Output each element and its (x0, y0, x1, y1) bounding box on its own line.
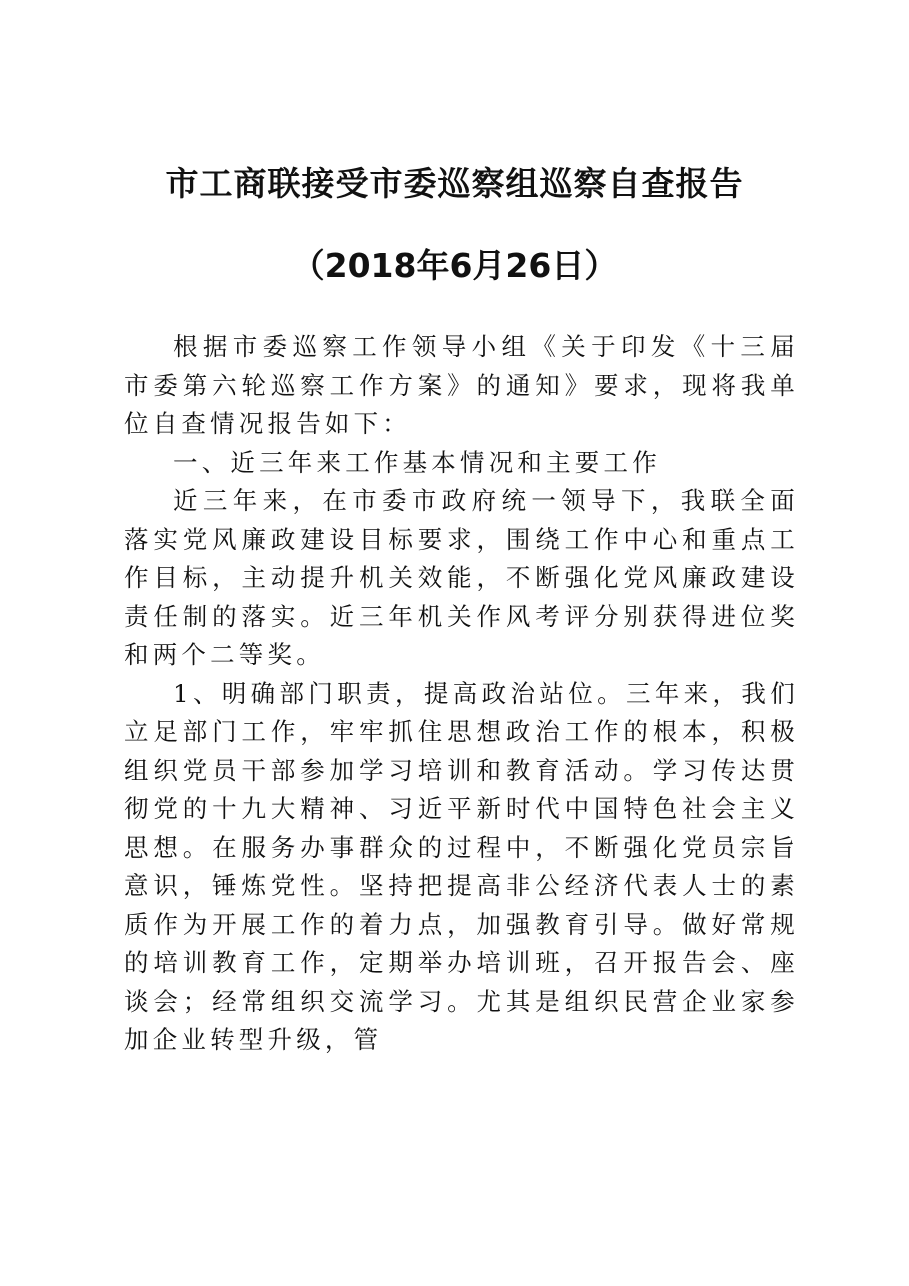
overview-paragraph: 近三年来，在市委市政府统一领导下，我联全面落实党风廉政建设目标要求，围绕工作中心和重点工作目标，主动提升机关效能，不断强化党风廉政建设责任制的落实。近三年机关作风考评分别获得进位奖和两个二等奖。 (124, 486, 799, 669)
document-title: 市工商联接受市委巡察组巡察自查报告 (165, 164, 744, 203)
intro-paragraph: 根据市委巡察工作领导小组《关于印发《十三届市委第六轮巡察工作方案》的通知》要求，现将我单位自查情况报告如下： (124, 332, 799, 438)
item-1-paragraph: 1、明确部门职责，提高政治站位。三年来，我们立足部门工作，牢牢抓住思想政治工作的根本，积极组织党员干部参加学习培训和教育活动。学习传达贯彻党的十九大精神、习近平新时代中国特色社会主义思想。在服务办事群众的过程中，不断强化党员宗旨意识，锤炼党性。坚持把提高非公经济代表人士的素质作为开展工作的着力点，加强教育引导。做好常规的培训教育工作，定期举办培训班，召开报告会、座谈会；经常组织交流学习。尤其是组织民营企业家参加企业转型升级，管 (124, 678, 799, 1054)
section-heading: 一、近三年来工作基本情况和主要工作 (173, 447, 661, 477)
document-body (124, 328, 799, 1060)
document-date: （2018年6月26日） (291, 246, 618, 285)
